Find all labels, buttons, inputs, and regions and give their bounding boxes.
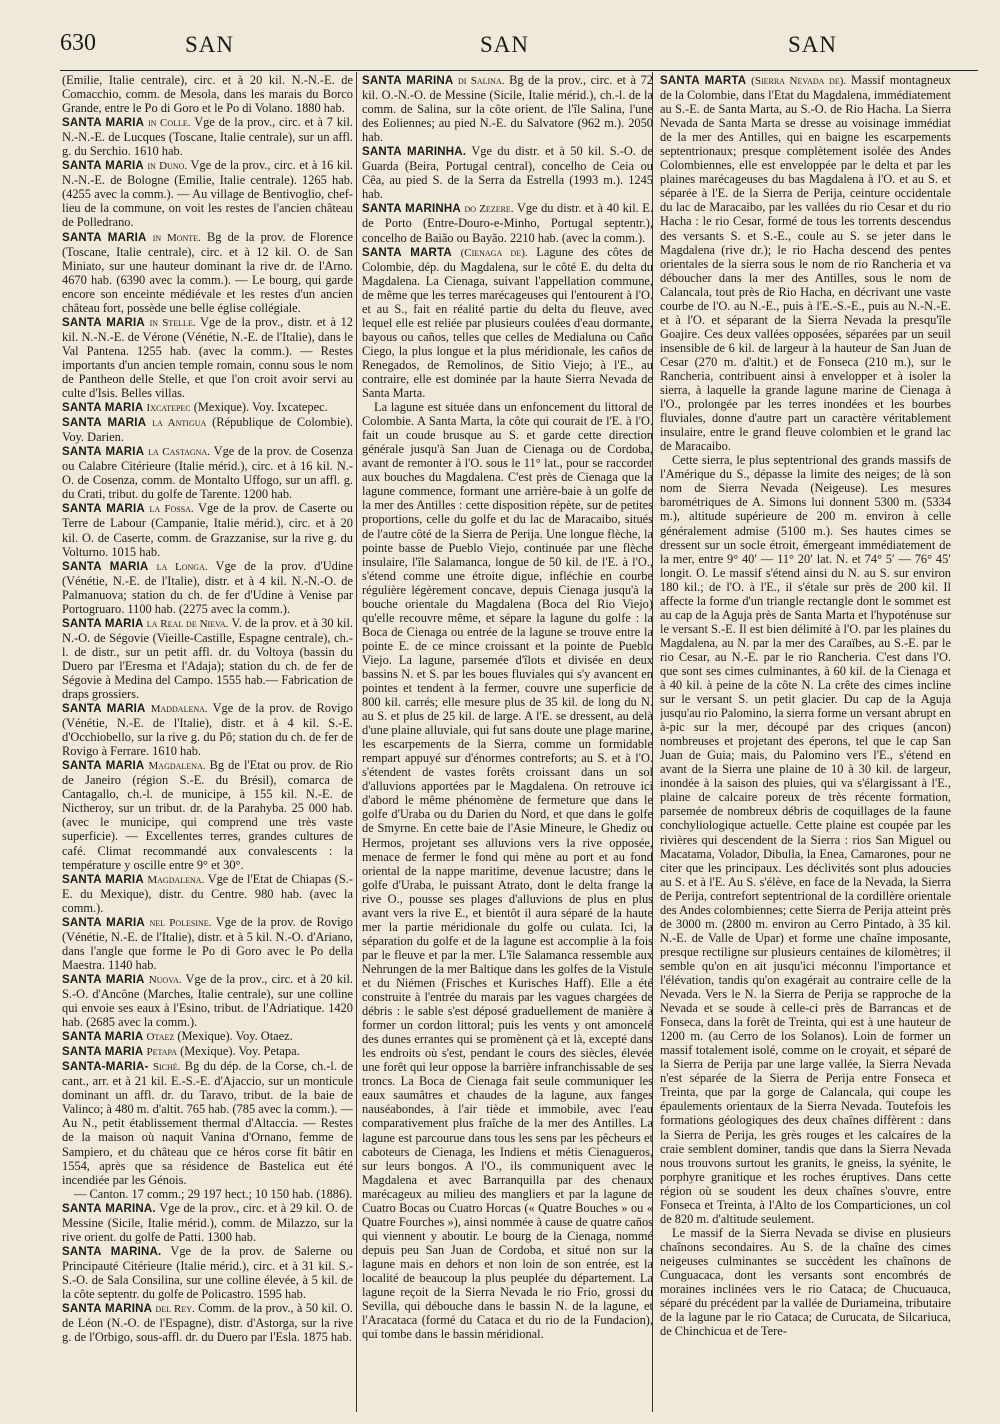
dictionary-entry: [62, 1187, 353, 1201]
entry-text: Vge de la prov. de Rovigo (Vénétie, N.-E. de l'Italie), distr. et à 4 kil. S.-E. d'Occhiobello, sur la rive g. du Pô; station du ch. de fer de Rovigo à Ferrare. 1610 hab.: [62, 701, 353, 759]
entry-headword: SANTA MARIA: [62, 703, 146, 716]
entry-qualifier: nel Polesine.: [149, 916, 212, 929]
entry-headword: SANTA MARINA: [362, 75, 454, 87]
entry-text: (Mexique). Voy. Otaez.: [174, 1029, 293, 1044]
entry-headword: SANTA MARTA: [362, 246, 452, 259]
dictionary-entry: [362, 201, 653, 244]
dictionary-entry: [660, 73, 951, 453]
dictionary-entry: [62, 872, 353, 915]
dictionary-entry: [62, 758, 353, 871]
entry-text: La lagune est située dans un enfoncement du littoral de Colombie. A Santa Marta, la côte qui courait de l'E. à l'O. fait un coude brusque au S. et garde cette direction générale jusqu'à San Juan de Cienaga ou de Cordoba, avant de remonter à l'O. sous le 11° lat., pour se raccorder aux bouches du Magdalena. C'est près de Cienaga que la lagune commence, formant une arrière-baie à un golfe de la mer des Antilles : cette disposition répète, sur de petites proportions, celle du golfe et du lac de Maracaibo, situés de l'autre côté de la Sierra de Perija. Une longue flèche, la pointe basse de Pueblo Viejo, continuée par une flèche insulaire, l'île Salamanca, longue de 50 kil. de l'E. à l'O., s'étend comme une étroite digue, infléchie en courbe régulière légèrement concave, depuis Cienaga jusqu'à la bouche orientale du Magdalena (Boca del Rio Viejo) qu'elle recouvre même, et sépare la lagune du golfe : la Boca de Cienaga ou entrée de la lagune se trouve entre la pointe E. de ce mince croissant et la pointe de Pueblo Viejo. La lagune, parsemée d'îlots et divisée en deux bassins N. et S. par les boues fluviales qui s'y avancent en pointes et tendent à la fermer, couvre une superficie de 800 kil. carrés; elle mesure plus de 35 kil. de long du N. au S. et plus de 25 kil. de large. A l'E. se dressent, au delà d'une plaine alluviale, qui fut sans doute une plage marine, les escarpements de la Sierra, comme un formidable rempart appuyé sur d'énormes contreforts; au S. et à l'O. s'étendent de vastes forêts croissant dans un sol d'alluvions apportées par le Magdalena. On retrouve ici d'abord le même phénomène de fermeture que dans le golfe d'Uraba ou du Darien du Nord, et que dans le golfe de Smyrne. En cette baie de l'Asie Mineure, le Ghediz ou Hermos, projetant ses alluvions vers la rive opposée, menace de fermer le fond qui mène au port et au fond oriental de la nappe maritime, devenue lacustre; dans le golfe d'Uraba, le puissant Atrato, dont le delta frange la rive O., pousse ses plages d'alluvions de plus en plus avant vers la rive E., et bientôt il aura séparé de la haute mer la partie méridionale du golfe ou culata. Ici, la séparation du golfe et de la lagune est accomplie à la fois par le fleuve et par la mer. L'île Salamanca ressemble aux Nehrungen de la mer Baltique dans les golfes de la Vistule et du Niémen (Frisches et Kurisches Haff). Elle a été construite à l'entrée du marais par les vagues chargées de débris : le sable s'est déposé graduellement de manière à former un cordon littoral; puis les vents y ont amoncelé des dunes errantes qui se promènent çà et là, excepté dans les endroits où s'est, pendant le cours des siècles, élevée une forêt qui leur oppose la barrière infranchissable de ses troncs. La Boca de Cienaga fait seule communiquer les eaux saumâtres et chaudes de la lagune, aux fanges nauséabondes, à l'air tiède et immobile, avec l'eau comparativement plus fraîche de la mer des Antilles. La lagune est parcourue dans tous les sens par les pêcheurs et caboteurs de Cienaga, les Indiens et métis Cienagueros, sur leurs bongos. A l'O., ils communiquent avec le Magdalena et avec Barranquilla par des chenaux marécageux au milieu des mangliers et par la lagune de Cuatro Bocas ou Cuatro Horcas (« Quatre Bouches » ou « Quatre Fourches »), ainsi nommée à cause de quatre caños qui viennent y aboutir. Le bourg de la Cienaga, nommé depuis peu San Juan de Cordoba, et situé non sur la lagune mais en dehors et non loin de son entrée, est la localité de beaucoup la plus peuplée du département. La lagune reçoit de la Sierra Nevada le rio Frio, grossi du Sevilla, qui débouche dans le bassin N. de la lagune, et l'Aracataca (formé du Cataca et du rio de la Fundacion), qui tombe dans le bassin méridional.: [362, 400, 653, 1342]
dictionary-entry: [362, 144, 653, 201]
dictionary-entry: [62, 115, 353, 158]
entry-text: Bg de la prov., circ. et à 72 kil. O.-N.-O. de Messine (Sicile, Italie mérid.), ch.-l. de la comm. de Salina, sur la côte orient. de l'île Salina, l'une des Eoliennes; au pied N.-E. du Salvatore (962 m.). 2050 hab.: [362, 73, 653, 145]
dictionary-entry: [362, 73, 653, 144]
entry-text: Cette sierra, le plus septentrional des grands massifs de l'Amérique du S., dépasse la limite des neiges; de là son nom de Sierra Nevada (Neigeuse). Les mesures barométriques de A. Simons lui donnent 5300 m. (5334 m.), altitude supérieure de 200 m. environ à celle généralement admise (5100 m.). Ses hautes cimes se dressent sur un socle étroit, émergeant immédiatement de la mer, entre 9° 40′ — 11° 20′ lat. N. et 74° 5′ — 76° 45′ longit. O. Le massif s'étend ainsi du N. au S. sur environ 180 kil.; de l'O. à l'E., il s'étale sur près de 200 kil. Il affecte la forme d'un triangle rectangle dont le sommet est au cap de la Aguja près de Santa Marta et l'hypoténuse sur le versant S.-E. Il est bien délimité à l'O. par les plaines du Magdalena, au N. par la mer des Caraïbes, au S.-E. par le rio Cesar, au N.-E. par le rio Rancheria. C'est dans l'O. que sont ses cimes culminantes, à 60 kil. de la Cienaga et à 40 kil. à peine de la côte N. La crête des cimes incline sur le versant S. un petit glacier. Du cap de la Aguja jusqu'au rio Palomino, la sierra forme un versant abrupt en à-pic sur la mer, découpé par des criques (ancon) nombreuses et projetant des éperons, tel que le cap San Juan de Guia; mais, du Palomino vers l'E., s'étend en avant de la Sierra une plaine de 10 à 30 kil. de largeur, inondée à la saison des pluies, qui va s'élargissant à l'E., plaine de calcaire poreux de très récente formation, parsemée de nombreux débris de coquillages de la faune conchyliologique actuelle. Cette plaine est coupée par les rivières qui descendent de la Sierra : rios San Miguel ou Macatama, Volador, Dibulla, la Enea, Camarones, pour ne citer que les principaux. Les déclivités sont plus adoucies au S. et à l'E. Au S. s'élève, en face de la Nevada, la Sierra de Perija, contrefort septentrional de la cordillère orientale des Andes colombiennes; cette Sierra de Perija atteint près de 3000 m. (2800 m. environ au Cerro Pintado, à 35 kil. N.-E. de Valle de Upar) et forme une chaîne imposante, presque rectiligne sur plusieurs centaines de kilomètres; il semble qu'on en ait jusqu'ici méconnu l'importance et l'élévation, tandis qu'on exagérait au contraire celle de la Nevada. Vers le N. la Sierra de Perija se rapproche de la Nevada et se soude à celle-ci près de Barrancas et de Fonseca, dans la forêt de Treinta, qui est à une hauteur de 1200 m. (au Cerro de los Solanos). Loin de former un massif totalement isolé, comme on le croyait, et séparé de la Sierra de Perija par une large vallée, la Sierra Nevada n'est séparée de la Sierra de Perija entre Fonseca et Treinta, que par la gorge de Calancala, qui coupe les épaulements orientaux de la Sierra Nevada. Toutefois les formations géologiques des deux chaînes diffèrent : dans la Sierra de Perija, les grès rouges et les calcaires de la craie semblent dominer, tandis que dans la Sierra Nevada nous trouvons surtout les granits, le gneiss, la syénite, le porphyre granitique et les roches éruptives. Dans cette région où se soudent les deux chaînes s'ouvre, entre Fonseca et Treinta, à l'Alto de los Comparticiones, un col de 820 m. d'altitude seulement.: [660, 453, 951, 1226]
entry-headword: SANTA MARINA: [62, 1303, 153, 1316]
entry-qualifier: do Zezere.: [464, 203, 514, 216]
entry-qualifier: la Fossa.: [149, 503, 194, 516]
dictionary-entry: [62, 1244, 353, 1301]
text-column-2: [362, 73, 653, 1408]
entry-headword: SANTA MARIA: [62, 1031, 144, 1044]
entry-text: Vge du distr. et à 40 kil. E. de Porto (Entre-Douro-e-Minho, Portugal septentr.), concelho de Baião ou Bayão. 2210 hab. (avec la comm.).: [362, 201, 653, 245]
entry-qualifier: Ixcatepec: [146, 402, 191, 415]
entry-text: Bg de la prov. de Florence (Toscane, Italie centrale), circ. et à 12 kil. O. de San Miniato, sur une hauteur dominant la rive dr. de l'Arno. 4670 hab. (6390 avec la comm.). — Le bourg, qui garde encore son enceinte médiévale et les restes d'un ancien château fort, possède une belle église collégiale.: [62, 229, 353, 315]
dictionary-entry: [62, 1201, 353, 1244]
running-head-right: SAN: [788, 32, 838, 57]
dictionary-entry: [62, 230, 353, 315]
entry-qualifier: Magdalena.: [147, 873, 205, 886]
column-divider: [356, 72, 357, 1412]
dictionary-entry: [62, 501, 353, 558]
dictionary-entry: [62, 315, 353, 400]
entry-qualifier: in Stelle.: [149, 316, 196, 329]
entry-text: Vge de la prov. de Cosenza ou Calabre Citérieure (Italie mérid.), circ. et à 16 kil. N.-O. de Cosenza, comm. de Montalto Uffogo, sur un affl. g. du Crati, tribut. du golfe de Tarente. 1200 hab.: [62, 444, 353, 502]
text-column-1: [62, 73, 353, 1408]
entry-headword: SANTA MARTA: [660, 75, 747, 87]
entry-qualifier: in Colle.: [148, 117, 191, 130]
dictionary-entry: [62, 444, 353, 501]
dictionary-entry: [62, 1044, 353, 1059]
entry-qualifier: (Cienaga de).: [460, 246, 528, 259]
entry-headword: SANTA MARIA: [62, 1046, 144, 1059]
entry-qualifier: Otaez: [146, 1031, 175, 1044]
dictionary-entry: [362, 400, 653, 1341]
entry-qualifier: del Rey.: [155, 1303, 195, 1316]
entry-text: Vge de la prov. d'Udine (Vénétie, N.-E. de l'Italie), distr. et à 4 kil. N.-N.-O. de Palmanuova; station du ch. de fer d'Udine à Venise par Portogruaro. 1100 hab. (2275 avec la comm.).: [62, 558, 353, 616]
entry-headword: SANTA MARIA: [62, 117, 145, 130]
running-head-center: SAN: [480, 32, 530, 57]
entry-headword: SANTA MARINHA: [362, 203, 461, 216]
entry-text: Vge de l'Etat de Chiapas (S.-E. du Mexique), distr. du Centre. 980 hab. (avec la comm.).: [62, 871, 353, 915]
entry-headword: SANTA MARIA: [62, 316, 145, 329]
entry-text: Bg de l'Etat ou prov. de Rio de Janeiro (région S.-E. du Brésil), comarca de Cantagallo, ch.-l. de municipe, à 155 kil. N.-E. de Nictheroy, sur un tribut. dr. de la Parahyba. 25 000 hab. (avec le municipe, qui comprend une très vaste superficie). — Excellentes terres, grandes cultures de café. Climat recommandé aux convalescents : la température y oscille entre 9° et 30°.: [62, 758, 353, 872]
entry-headword: SANTA MARIA: [62, 160, 144, 173]
entry-text: Vge de la prov., circ. et à 7 kil. N.-N.-E. de Lucques (Toscane, Italie centrale), sur un affl. g. du Serchio. 1610 hab.: [62, 115, 353, 159]
entry-qualifier: (Sierra Nevada de).: [751, 75, 847, 87]
dictionary-entry: [62, 559, 353, 616]
entry-qualifier: Magdalena.: [148, 760, 206, 773]
entry-headword: SANTA MARIA: [62, 760, 145, 773]
entry-headword: SANTA MARINHA.: [362, 146, 467, 159]
entry-qualifier: Siché.: [152, 1061, 181, 1074]
entry-headword: SANTA MARIA: [62, 402, 144, 415]
entry-qualifier: in Monte.: [152, 231, 201, 244]
page-header: [60, 30, 978, 70]
entry-qualifier: la Longa.: [156, 560, 208, 573]
dictionary-entry: [660, 1226, 951, 1338]
entry-headword: SANTA MARIA: [62, 873, 144, 886]
entry-text: Lagune des côtes de Colombie, dép. du Magdalena, sur le côté E. du delta du Magdalena. La Cienaga, suivant l'appellation commune, de même que les terres marécageuses qui l'entourent à l'O. et au S., fait en réalité partie du delta du fleuve, avec lequel elle est reliée par plusieurs coulées d'eau dormante, bayous ou caños, telles que celles de Medialuna ou Caño Ciego, la plus longue et la plus méridionale, les caños de Renegados, de Remolinos, de Sitio Viejo; à l'E., au contraire, elle est dominée par la haute Sierra Nevada de Santa Marta.: [362, 244, 653, 401]
entry-headword: SANTA MARIA: [62, 446, 145, 459]
dictionary-entry: [62, 1301, 353, 1344]
entry-headword: SANTA MARIA: [62, 417, 147, 430]
entry-qualifier: Nuova.: [148, 973, 182, 986]
entry-qualifier: la Castagna.: [148, 446, 210, 459]
entry-text: Bg du dép. de la Corse, ch.-l. de cant., arr. et à 21 kil. E.-S.-E. d'Ajaccio, sur un monticule dominant un affl. dr. du Taravo, tribut. de la baie de Valinco; à 480 m. d'altit. 765 hab. (785 avec la comm.). — Au N., petit établissement thermal d'Altaccia. — Restes de la maison où naquit Vanina d'Ornano, femme de Sampiero, et du château que ce héros corse fit bâtir en 1554, après que sa résidence de Bastelica eut été incendiée par les Génois.: [62, 1059, 353, 1187]
entry-qualifier: la Antigua: [152, 417, 207, 430]
dictionary-entry: [62, 1029, 353, 1044]
entry-headword: SANTA MARIA: [62, 231, 147, 244]
dictionary-entry: [660, 453, 951, 1226]
entry-headword: SANTA MARIA: [62, 617, 144, 630]
entry-text: Vge de la prov., circ. et à 20 kil. S.-O. d'Ancône (Marches, Italie centrale), sur une colline qui envoie ses eaux à l'Esino, tribut. de l'Adriatique. 1420 hab. (2685 avec la comm.).: [62, 971, 353, 1030]
entry-text: Vge de la prov. de Caserte ou Terre de Labour (Campanie, Italie mérid.), circ. et à 20 kil. O. de Caserte, comm. de Grazzanise, sur la rive g. du Volturno. 1015 hab.: [62, 501, 353, 559]
entry-qualifier: in Duno.: [147, 160, 188, 173]
entry-text: Vge de la prov., circ. et à 16 kil. N.-N.-E. de Bologne (Emilie, Italie centrale). 1265 hab. (4255 avec la comm.). — Au village de Bentivoglio, chef-lieu de la commune, on voit les restes de l'ancien château de Polledrano.: [62, 158, 353, 230]
entry-qualifier: la Real de Nieva.: [146, 617, 229, 630]
entry-text: Vge de la prov. de Salerne ou Principauté Citérieure (Italie mérid.), circ. et à 31 kil. S.-S.-O. de Sala Consilina, sur une colline élevée, à 5 kil. de la côte septentr. du golfe de Policastro. 1595 hab.: [62, 1243, 353, 1301]
entry-headword: SANTA MARINA.: [62, 1245, 162, 1258]
entry-headword: SANTA MARIA: [62, 916, 145, 929]
dictionary-entry: [62, 616, 353, 701]
dictionary-entry: [62, 158, 353, 229]
dictionary-entry: [62, 73, 353, 115]
entry-text: Le massif de la Sierra Nevada se divise en plusieurs chaînons secondaires. Au S. de la chaîne des cimes neigeuses culminantes se succèdent les chaînons de Cunguacaca, dont les versants sont encombrés de moraines inclinées vers le rio Cataca; de Chucuauca, séparé du précédent par la vallée de Duriameina, tributaire de la lagune par le rio Cataca; de Curucata, de Silcariuca, de Chinchicua et de Tere-: [660, 1225, 951, 1339]
entry-headword: SANTA-MARIA-: [62, 1061, 149, 1074]
entry-headword: SANTA MARIA: [62, 560, 149, 573]
entry-text: Massif montagneux de la Colombie, dans l'Etat du Magdalena, immédiatement au S.-E. de Santa Marta, au S.-O. de Rio Hacha. La Sierra Nevada de Santa Marta se dresse au voisinage immédiat de la mer des Antilles, qui en baigne les escarpements septentrionaux; presque complètement isolée des Andes Colombiennes, elle est enveloppée par le delta et par les plaines marécageuses du bas Magdalena à l'O. et au S. et séparée à l'E. de la Sierra de Perija, ceinture occidentale du lac de Maracaibo, par les vallées du rio Cesar et du rio Hacha : le rio Cesar, formé de tous les torrents descendus des versants S. et S.-E., coule au S. se jeter dans le Magdalena (rive dr.); le rio Hacha descend des pentes orientales de la sierra sous le nom de rio Rancheria et va déboucher dans la mer des Antilles, sous le nom de Calancala, tout près de Rio Hacha, en décrivant une vaste courbe de l'O. au N.-E., puis à l'E.-S.-E., puis au N.-N.-E. et à l'O. et séparant de la Sierra Nevada la presqu'île Goajire. Ces deux vallées opposées, séparées par un seuil insensible de 6 kil. de largeur à la hauteur de San Juan de Cesar (270 m. d'altit.) et de Fonseca (210 m.), sur le Rancheria, contribuent ainsi à envelopper et à isoler la sierra, à laquelle la grande lagune marine de Cienaga à l'O., prolongée par les terres inondées et les bourbes fluviales, donne d'autre part un caractère véritablement insulaire, entre le grand fleuve colombien et le grand lac de Maracaibo.: [660, 73, 951, 454]
entry-text: (République de Colombie). Voy. Darien.: [62, 415, 353, 445]
entry-qualifier: Petapa: [146, 1046, 178, 1059]
entry-text: Vge de la prov., distr. et à 12 kil. N.-N.-E. de Vérone (Vénétie, N.-E. de l'Italie), dans le Val Pantena. 1255 hab. (avec la comm.). — Restes importants d'un ancien temple romain, connu sous le nom de Pantheon delle Stelle, et que l'on croit avoir servi au culte d'Isis. Belles villas.: [62, 314, 353, 401]
dictionary-entry: [62, 972, 353, 1029]
entry-headword: SANTA MARIA: [62, 973, 145, 986]
entry-text: (Emilie, Italie centrale), circ. et à 20 kil. N.-N.-E. de Comacchio, comm. de Mesola, dans les marais du Borco Grande, entre le Po di Goro et le Po di Volano. 1880 hab.: [62, 73, 353, 116]
text-column-3: [660, 73, 951, 1408]
dictionary-entry: [362, 245, 653, 401]
entry-text: V. de la prov. et à 30 kil. N.-O. de Ségovie (Vieille-Castille, Espagne centrale), ch.-l. de distr., sur un petit affl. dr. du Voltoya (bassin du Duero par l'Eresma et l'Adaja); station du ch. de fer de Ségovie à Medina del Campo. 1555 hab.— Fabrication de draps grossiers.: [62, 615, 353, 702]
entry-qualifier: di Salina.: [458, 75, 505, 87]
entry-text: — Canton. 17 comm.; 29 197 hect.; 10 150 hab. (1886).: [74, 1186, 353, 1201]
dictionary-entry: [62, 1059, 353, 1186]
header-rule: [60, 70, 978, 71]
entry-text: (Mexique). Voy. Ixcatepec.: [190, 400, 328, 415]
dictionary-entry: [62, 701, 353, 758]
entry-text: (Mexique). Voy. Petapa.: [177, 1044, 300, 1059]
dictionary-entry: [62, 415, 353, 444]
entry-text: Vge de la prov., circ. et à 29 kil. O. de Messine (Sicile, Italie mérid.), comm. de Milazzo, sur la rive orient. du golfe de Patti. 1300 hab.: [62, 1200, 353, 1244]
dictionary-entry: [62, 400, 353, 415]
page-number: 630: [60, 30, 96, 56]
dictionary-entry: [62, 915, 353, 972]
entry-headword: SANTA MARINA.: [62, 1202, 156, 1215]
entry-headword: SANTA MARIA: [62, 503, 145, 516]
entry-text: Vge de la prov. de Rovigo (Vénétie, N.-E. de l'Italie), distr. et à 5 kil. N.-O. d'Ariano, dans l'angle que forme le Po di Goro avec le Po della Maestra. 1140 hab.: [62, 914, 353, 972]
entry-text: Comm. de la prov., à 50 kil. O. de Léon (N.-O. de l'Espagne), distr. d'Astorga, sur la rive g. de l'Orbigo, sous-affl. dr. du Duero par l'Esla. 1875 hab.: [62, 1301, 353, 1345]
running-head-left: SAN: [185, 32, 235, 57]
entry-text: Vge du distr. et à 50 kil. S.-O. de Guarda (Beira, Portugal central), concelho de Ceia ou Cêa, au pied S. de la Serra da Estrella (1993 m.). 1245 hab.: [362, 144, 653, 202]
entry-qualifier: Maddalena.: [150, 703, 208, 716]
